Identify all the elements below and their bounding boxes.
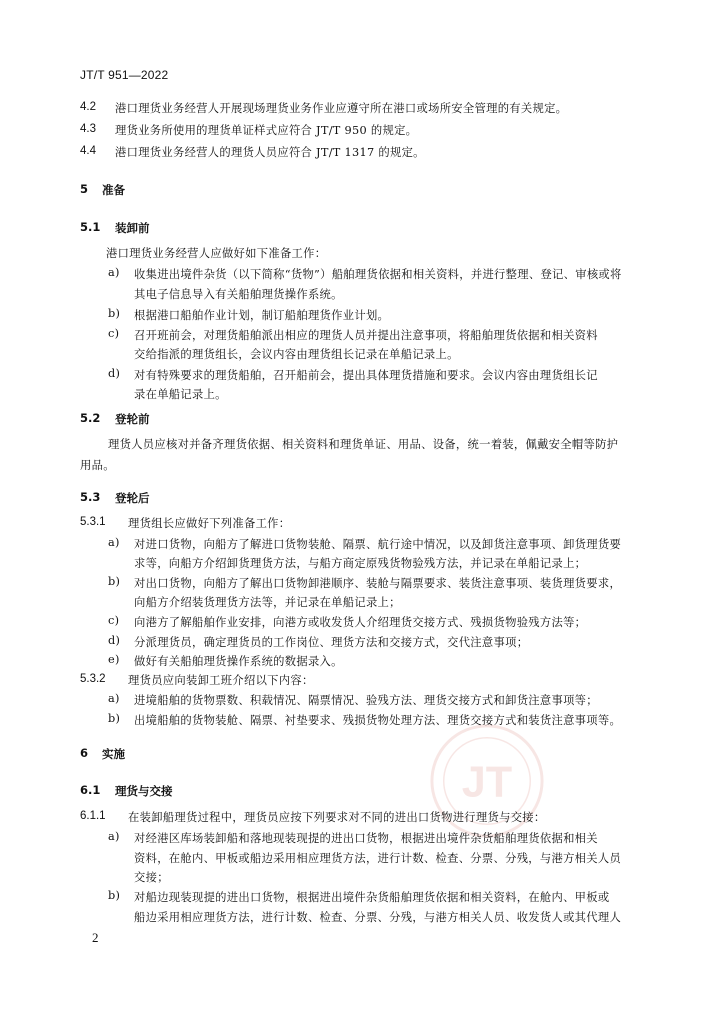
list-item-line: 向港方了解船舶作业安排，向港方或收发货人介绍理货交接方式、残损货物验残方法等； xyxy=(134,616,587,629)
subsection-title: 装卸前 xyxy=(115,221,150,235)
list-label: b) xyxy=(108,889,121,902)
clause-text: 港口理货业务经营人的理货人员应符合 JT/T 1317 的规定。 xyxy=(115,146,425,159)
paragraph-intro: 在装卸船理货过程中，理货员应按下列要求对不同的进出口货物进行理货与交接： xyxy=(128,811,546,824)
list-item-line: 做好有关船舶理货操作系统的数据录入。 xyxy=(134,655,343,668)
subsection-number: 6.1 xyxy=(80,783,101,797)
list-item-line: 录在单船记录上。 xyxy=(134,388,227,401)
list-label: a) xyxy=(108,692,120,705)
list-label: a) xyxy=(108,266,120,279)
list-label: b) xyxy=(108,712,121,725)
list-label: c) xyxy=(108,614,120,627)
list-label: c) xyxy=(108,327,120,340)
clause-number: 6.1.1 xyxy=(80,810,106,822)
list-item-line: 对有特殊要求的理货船舶，召开船前会，提出具体理货措施和要求。会议内容由理货组长记 xyxy=(134,369,598,382)
paragraph-line: 理货人员应核对并备齐理货依据、相关资料和理货单证、用品、设备，统一着装，佩戴安全帽等防护 xyxy=(108,438,619,451)
list-item-line: 分派理货员，确定理货员的工作岗位、理货方法和交接方式，交代注意事项； xyxy=(134,636,529,649)
list-label: d) xyxy=(108,634,121,647)
list-item-line: 船边采用相应理货方法，进行计数、检查、分票、分残，与港方相关人员、收发货人或其代理人 xyxy=(134,911,622,924)
list-item-line: 进境船舶的货物票数、积载情况、隔票情况、验残方法、理货交接方式和卸货注意事项等； xyxy=(134,694,598,707)
clause-number: 4.4 xyxy=(80,145,96,157)
paragraph-intro: 港口理货业务经营人应做好如下准备工作： xyxy=(106,247,327,260)
page-number: 2 xyxy=(92,930,99,945)
clause-text: 港口理货业务经营人开展现场理货业务作业应遵守所在港口或场所安全管理的有关规定。 xyxy=(115,102,568,115)
list-item-line: 根据港口船舶作业计划，制订船舶理货作业计划。 xyxy=(134,309,390,322)
subsection-number: 5.1 xyxy=(80,220,101,234)
list-label: b) xyxy=(108,575,121,588)
section-number: 6 xyxy=(80,746,89,760)
list-label: a) xyxy=(108,536,120,549)
svg-text:JT: JT xyxy=(461,758,513,807)
list-item-line: 求等，向船方介绍卸货理货方法，与船方商定原残货物验残方法，并记录在单船记录上； xyxy=(134,557,587,570)
list-item-line: 对经港区库场装卸船和落地现装现提的进出口货物，根据进出境件杂货船舶理货依据和相关 xyxy=(134,832,598,845)
section-title: 准备 xyxy=(102,183,125,197)
list-item-line: 其电子信息导入有关船舶理货操作系统。 xyxy=(134,288,343,301)
list-item-line: 对进口货物，向船方了解进口货物装舱、隔票、航行途中情况，以及卸货注意事项、卸货理货要 xyxy=(134,538,622,551)
clause-number: 4.3 xyxy=(80,123,96,135)
section-title: 实施 xyxy=(102,747,125,761)
subsection-title: 理货与交接 xyxy=(115,784,173,798)
section-number: 5 xyxy=(80,182,89,196)
list-item-line: 资料，在舱内、甲板或船边采用相应理货方法，进行计数、检查、分票、分残，与港方相关人员 xyxy=(134,852,622,865)
clause-text: 理货业务所使用的理货单证样式应符合 JT/T 950 的规定。 xyxy=(115,124,418,137)
list-item-line: 交接； xyxy=(134,871,169,884)
subsection-title: 登轮后 xyxy=(115,491,150,505)
list-item-line: 收集进出境件杂货（以下简称“货物”）船舶理货依据和相关资料，并进行整理、登记、审核或将 xyxy=(134,268,622,281)
subsection-number: 5.3 xyxy=(80,490,101,504)
subsection-title: 登轮前 xyxy=(115,412,150,426)
list-item-line: 对船边现装现提的进出口货物，根据进出境件杂货船舶理货依据和相关资料，在舱内、甲板或 xyxy=(134,891,610,904)
clause-number: 4.2 xyxy=(80,101,96,113)
list-label: a) xyxy=(108,830,120,843)
list-item-line: 对出口货物，向船方了解出口货物卸港顺序、装舱与隔票要求、装货注意事项、装货理货要求， xyxy=(134,577,622,590)
subsection-number: 5.2 xyxy=(80,411,101,425)
clause-number: 5.3.2 xyxy=(80,673,106,685)
list-label: e) xyxy=(108,653,120,666)
clause-number: 5.3.1 xyxy=(80,516,106,528)
list-item-line: 交给指派的理货组长，会议内容由理货组长记录在单船记录上。 xyxy=(134,348,459,361)
paragraph-line: 用品。 xyxy=(80,459,115,472)
list-label: d) xyxy=(108,367,121,380)
standard-code-header: JT/T 951—2022 xyxy=(80,68,169,82)
paragraph-intro: 理货组长应做好下列准备工作： xyxy=(128,517,291,530)
list-item-line: 向船方介绍装货理货方法等，并记录在单船记录上； xyxy=(134,596,401,609)
list-item-line: 出境船舶的货物装舱、隔票、衬垫要求、残损货物处理方法、理货交接方式和装货注意事项等。 xyxy=(134,714,622,727)
paragraph-intro: 理货员应向装卸工班介绍以下内容： xyxy=(128,674,314,687)
list-item-line: 召开班前会，对理货船舶派出相应的理货人员并提出注意事项，将船舶理货依据和相关资料 xyxy=(134,329,598,342)
list-label: b) xyxy=(108,307,121,320)
